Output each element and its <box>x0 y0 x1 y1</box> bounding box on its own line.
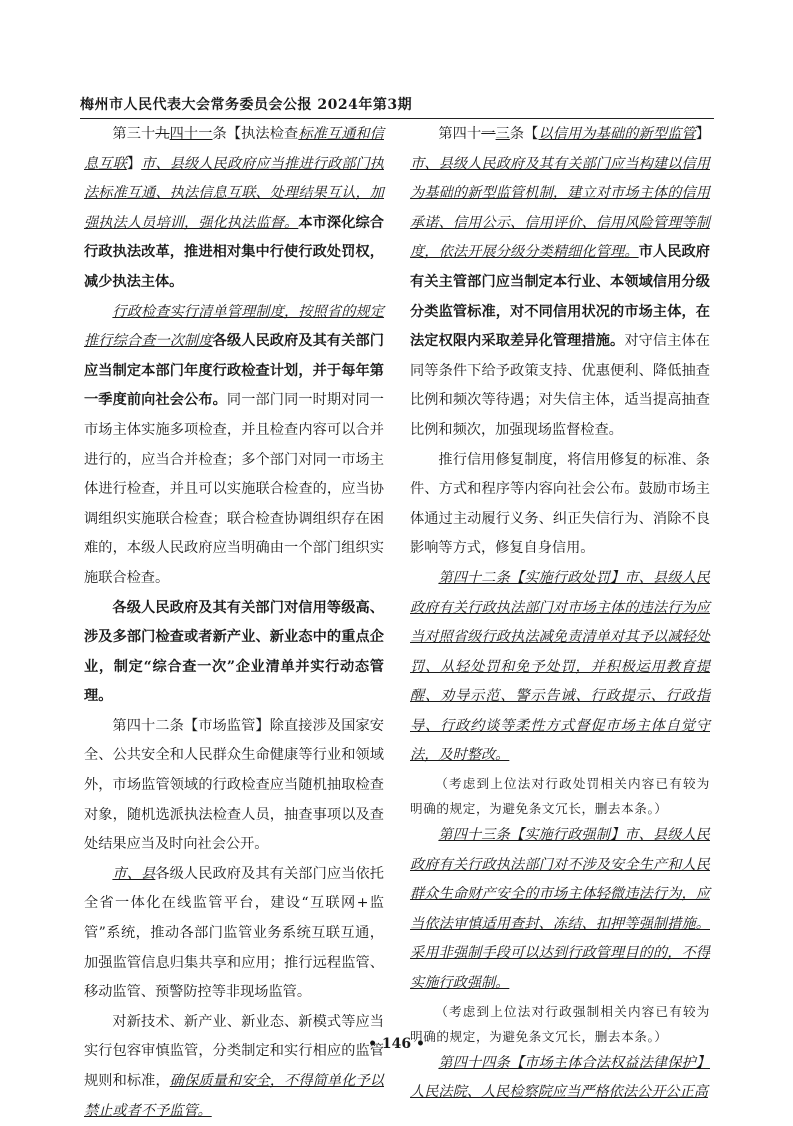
added-text: 各级人民政府及其有关部门应当制定本部门年度行政检查计划，并于每年第一季度前向社会公布。 <box>84 333 384 409</box>
inserted-text: 三 <box>495 126 510 142</box>
deleted-text: 九 <box>155 126 170 142</box>
article-heading: 条【执法检查 <box>212 126 299 142</box>
article-number: 第四十 <box>438 126 482 142</box>
article-41-credit-supervision <box>410 120 710 446</box>
deleted-text: 行政检查实行清单管理制度，按照省的规定推行综合查一次制度 <box>84 303 384 350</box>
deleted-text: 以信用为基础的新型监管 <box>538 126 696 142</box>
added-text: 本市深化综合行政执法改革，推进相对集中行使行政处罚权，减少执法主体。 <box>84 214 384 290</box>
deleted-text: 确保质量和安全，不得简单化予以禁止或者不予监管。 <box>84 1073 384 1119</box>
article-number: 第三十 <box>112 126 156 142</box>
header-divider <box>80 118 714 119</box>
left-column <box>84 120 384 1126</box>
body-text: 各级人民政府及其有关部门应当依托全省一体化在线监管平台，建设“互联网+监管”系统，推动各部门监管业务系统互联互通，加强监管信息归集共享和应用；推行远程监管、移动监管、预警防控等非现场监管。 <box>84 865 384 1001</box>
deleted-text: 第四十四条【市场主体合法权益法律保护】人民法院、人民检察院应当严格依法公开公正高 <box>410 1054 710 1101</box>
article-42-market-supervision <box>84 712 384 860</box>
credit-repair-paragraph <box>410 446 710 564</box>
inserted-text: 四十一 <box>169 126 213 142</box>
article-heading: 】 <box>126 155 142 172</box>
deleted-text: 一 <box>481 126 496 142</box>
body-text: 对新技术、新产业、新业态、新模式等应当实行包容审慎监管，分类制定和实行相应的监管规则和标准， <box>84 1013 384 1089</box>
deleted-text: 市、县级人民政府及其有关部门应当构建以信用为基础的新型监管机制，建立对市场主体的信用承诺、信用公示、信用评价、信用风险管理等制度，依法开展分级分类精细化管理。 <box>410 155 710 261</box>
article-42-administrative-penalty <box>410 564 710 771</box>
added-text: 各级人民政府及其有关部门对信用等级高、涉及多部门检查或者新产业、新业态中的重点企业，制定“综合查一次”企业清单并实行动态管理。 <box>84 599 384 705</box>
deleted-text: 市、县 <box>112 865 156 882</box>
article-43-administrative-enforcement <box>410 821 710 999</box>
body-text: 对守信主体在同等条件下给予政策支持、优惠便利、降低抽查比例和频次等待遇；对失信主体，适当提高抽查比例和频次，加强现场监督检查。 <box>410 333 710 438</box>
page-number: • 146 • <box>368 1036 425 1052</box>
deletion-note-enforcement: （考虑到上位法对行政强制相关内容已有较为明确的规定，为避免条文冗长，删去本条。） <box>410 1003 710 1044</box>
deleted-text: 标准互通和信息互联 <box>84 126 384 172</box>
deleted-text: 第四十二条【实施行政处罚】市、县级人民政府有关行政执法部门对市场主体的违法行为应当对照省级行政执法减免责清单对其予以减轻处罚、从轻处罚和免予处罚，并积极运用教育提醒、劝导示范、警示告诫、行政提示、行政指导、行政约谈等柔性方式督促市场主体自觉守法，及时整改。 <box>410 569 710 764</box>
body-text: 推行信用修复制度，将信用修复的标准、条件、方式和程序等内容向社会公布。鼓励市场主体通过主动履行义务、纠正失信行为、消除不良影响等方式，修复自身信用。 <box>410 451 710 557</box>
deletion-note-penalty: （考虑到上位法对行政处罚相关内容已有较为明确的规定，为避免条文冗长，删去本条。） <box>410 776 710 817</box>
article-heading: 】 <box>695 126 710 142</box>
right-column <box>410 120 710 1108</box>
added-text: 市人民政府有关主管部门应当制定本行业、本领域信用分级分类监管标准，对不同信用状况的市场主体，在法定权限内采取差异化管理措施。 <box>410 244 710 350</box>
article-heading: 条【 <box>509 126 539 142</box>
comprehensive-inspection-paragraph <box>84 594 384 712</box>
body-text: 同一部门同一时期对同一市场主体实施多项检查，并且检查内容可以合并进行的，应当合并检查；多个部门对同一市场主体进行检查，并且可以实施联合检查的，应当协调组织实施联合检查；联合检查协调组织存在困难的，本级人民政府应当明确由一个部门组织实施联合检查。 <box>84 392 384 586</box>
article-44-legal-protection <box>410 1049 710 1108</box>
inspection-list-paragraph <box>84 298 384 594</box>
deleted-text: 市、县级人民政府应当推进行政部门执法标准互通、执法信息互联、处理结果互认，加强执法人员培训，强化执法监督。 <box>84 155 384 231</box>
article-39-paragraph <box>84 120 384 298</box>
body-text: 第四十二条【市场监管】除直接涉及国家安全、公共安全和人民群众生命健康等行业和领域外，市场监管领域的行政检查应当随机抽取检查对象，随机选派执法检查人员，抽查事项以及查处结果应当及时向社会公开。 <box>84 717 384 853</box>
deleted-text: 第四十三条【实施行政强制】市、县级人民政府有关行政执法部门对不涉及安全生产和人民群众生命财产安全的市场主体轻微违法行为，应当依法审慎适用查封、冻结、扣押等强制措施。采用非强制手段可以达到行政管理目的的，不得实施行政强制。 <box>410 827 710 992</box>
page-header: 梅州市人民代表大会常务委员会公报 2024年第3期 <box>80 97 413 113</box>
inclusive-supervision-paragraph <box>84 1008 384 1126</box>
online-supervision-paragraph <box>84 860 384 1008</box>
